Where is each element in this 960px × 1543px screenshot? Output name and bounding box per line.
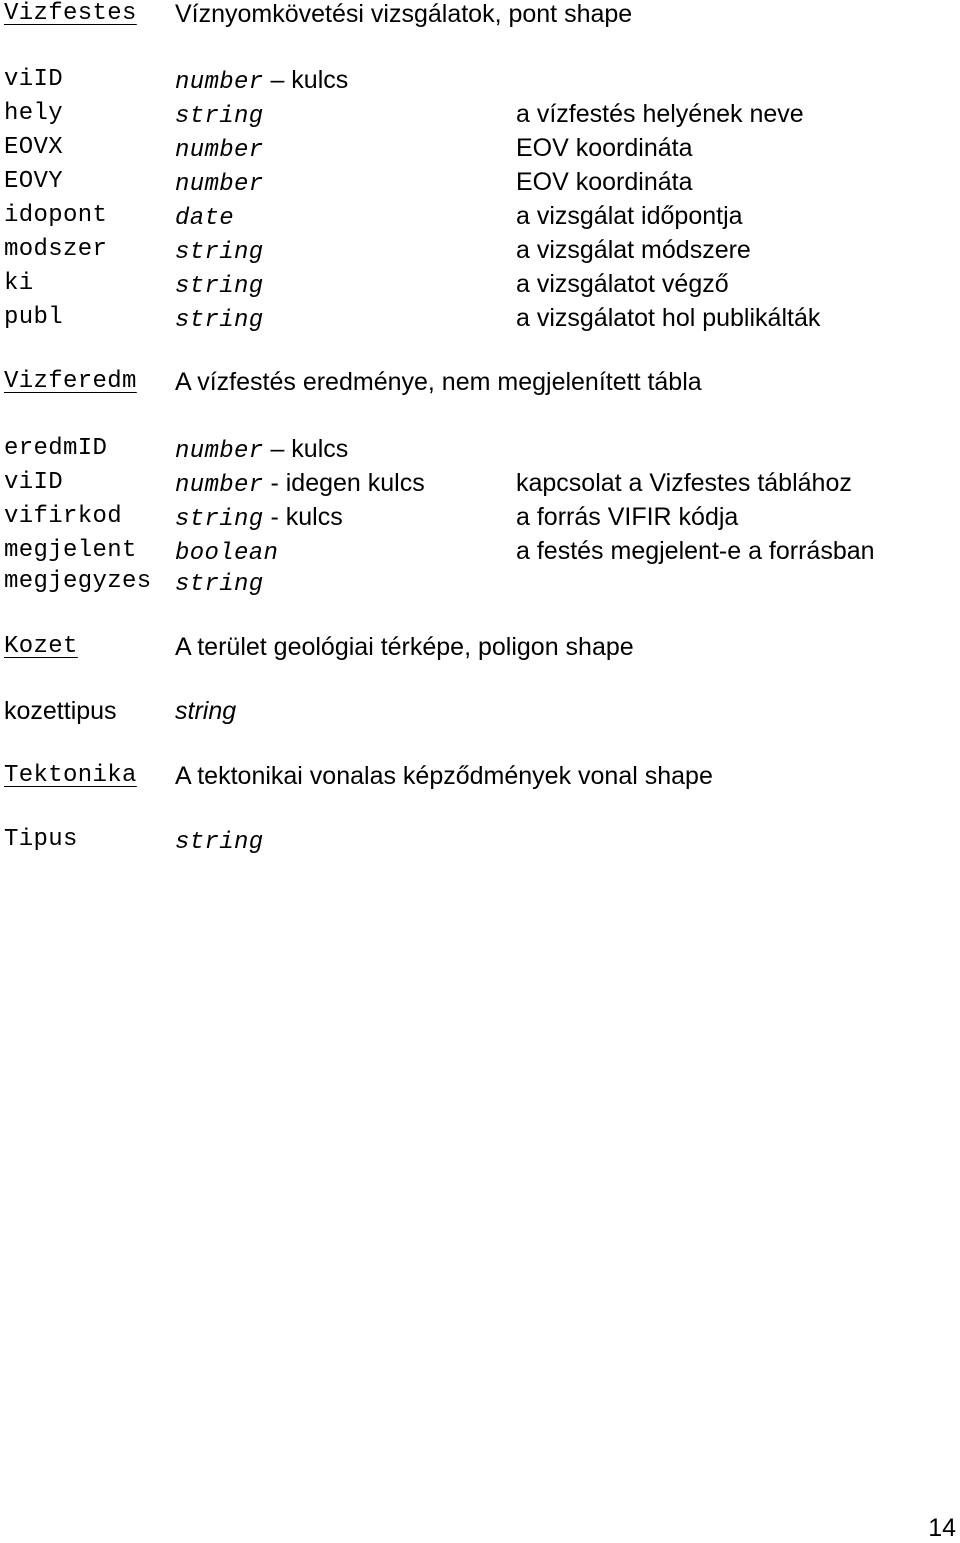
table-name: Kozet: [4, 633, 78, 660]
table-description: A terület geológiai térképe, poligon shape: [175, 633, 634, 661]
section-header-tektonika: [4, 762, 954, 796]
field-type: date: [175, 205, 235, 232]
field-row: [4, 270, 954, 304]
field-name: idopont: [4, 202, 108, 229]
field-type: number: [175, 438, 264, 465]
field-type: string: [175, 103, 264, 130]
table-description: A vízfestés eredménye, nem megjelenített tábla: [175, 368, 702, 396]
field-row: [4, 826, 954, 860]
field-note: a vizsgálat időpontja: [516, 202, 743, 230]
field-note: EOV koordináta: [516, 168, 693, 196]
field-name: viID: [4, 469, 64, 496]
field-name: viID: [4, 66, 64, 93]
field-type: string: [175, 697, 237, 725]
field-name: ki: [4, 270, 34, 297]
field-name: megjelent: [4, 537, 137, 564]
field-type: number: [175, 472, 264, 499]
field-type: number: [175, 69, 264, 96]
field-type: number: [175, 137, 264, 164]
field-name: hely: [4, 100, 64, 127]
field-row: [4, 202, 954, 236]
field-type: string: [175, 239, 264, 266]
field-name: modszer: [4, 236, 108, 263]
table-name: Vizfestes: [4, 0, 137, 27]
field-suffix: – kulcs: [263, 435, 349, 463]
section-header-kozet: [4, 633, 954, 667]
page-number: 14: [928, 1514, 956, 1542]
field-row: [4, 568, 954, 602]
section-header-vizfestes: [4, 0, 954, 34]
field-name: Tipus: [4, 826, 78, 853]
field-row: [4, 134, 954, 168]
field-name: vifirkod: [4, 503, 123, 530]
field-note: a vizsgálat módszere: [516, 236, 751, 264]
field-type: number: [175, 171, 264, 198]
field-row: [4, 503, 954, 537]
field-suffix: - idegen kulcs: [263, 469, 425, 497]
table-name: Vizferedm: [4, 368, 137, 395]
field-note: a forrás VIFIR kódja: [516, 503, 739, 531]
field-name: EOVX: [4, 134, 64, 161]
field-name: megjegyzes: [4, 568, 152, 595]
table-description: Víznyomkövetési vizsgálatok, pont shape: [175, 0, 633, 28]
field-type: boolean: [175, 540, 279, 567]
field-name: kozettipus: [4, 697, 117, 725]
field-suffix: – kulcs: [263, 66, 349, 94]
field-row: [4, 100, 954, 134]
field-row: [4, 537, 954, 571]
field-row: [4, 697, 954, 731]
table-name: Tektonika: [4, 762, 137, 789]
field-type: string: [175, 829, 264, 856]
field-row: [4, 469, 954, 503]
field-type: string: [175, 307, 264, 334]
field-note: kapcsolat a Vizfestes táblához: [516, 469, 852, 497]
field-note: EOV koordináta: [516, 134, 693, 162]
field-name: publ: [4, 304, 64, 331]
field-row: [4, 435, 954, 469]
field-note: a festés megjelent-e a forrásban: [516, 537, 875, 565]
field-name: eredmID: [4, 435, 108, 462]
field-row: [4, 66, 954, 100]
field-name: EOVY: [4, 168, 64, 195]
field-type: string: [175, 273, 264, 300]
field-type: string: [175, 571, 264, 598]
field-row: [4, 236, 954, 270]
field-row: [4, 304, 954, 338]
field-note: a vízfestés helyének neve: [516, 100, 804, 128]
field-row: [4, 168, 954, 202]
field-note: a vizsgálatot végző: [516, 270, 729, 298]
field-type: string: [175, 506, 264, 533]
field-suffix: - kulcs: [263, 503, 343, 531]
section-header-vizferedm: [4, 368, 954, 402]
table-description: A tektonikai vonalas képződmények vonal shape: [175, 762, 713, 790]
field-note: a vizsgálatot hol publikálták: [516, 304, 821, 332]
